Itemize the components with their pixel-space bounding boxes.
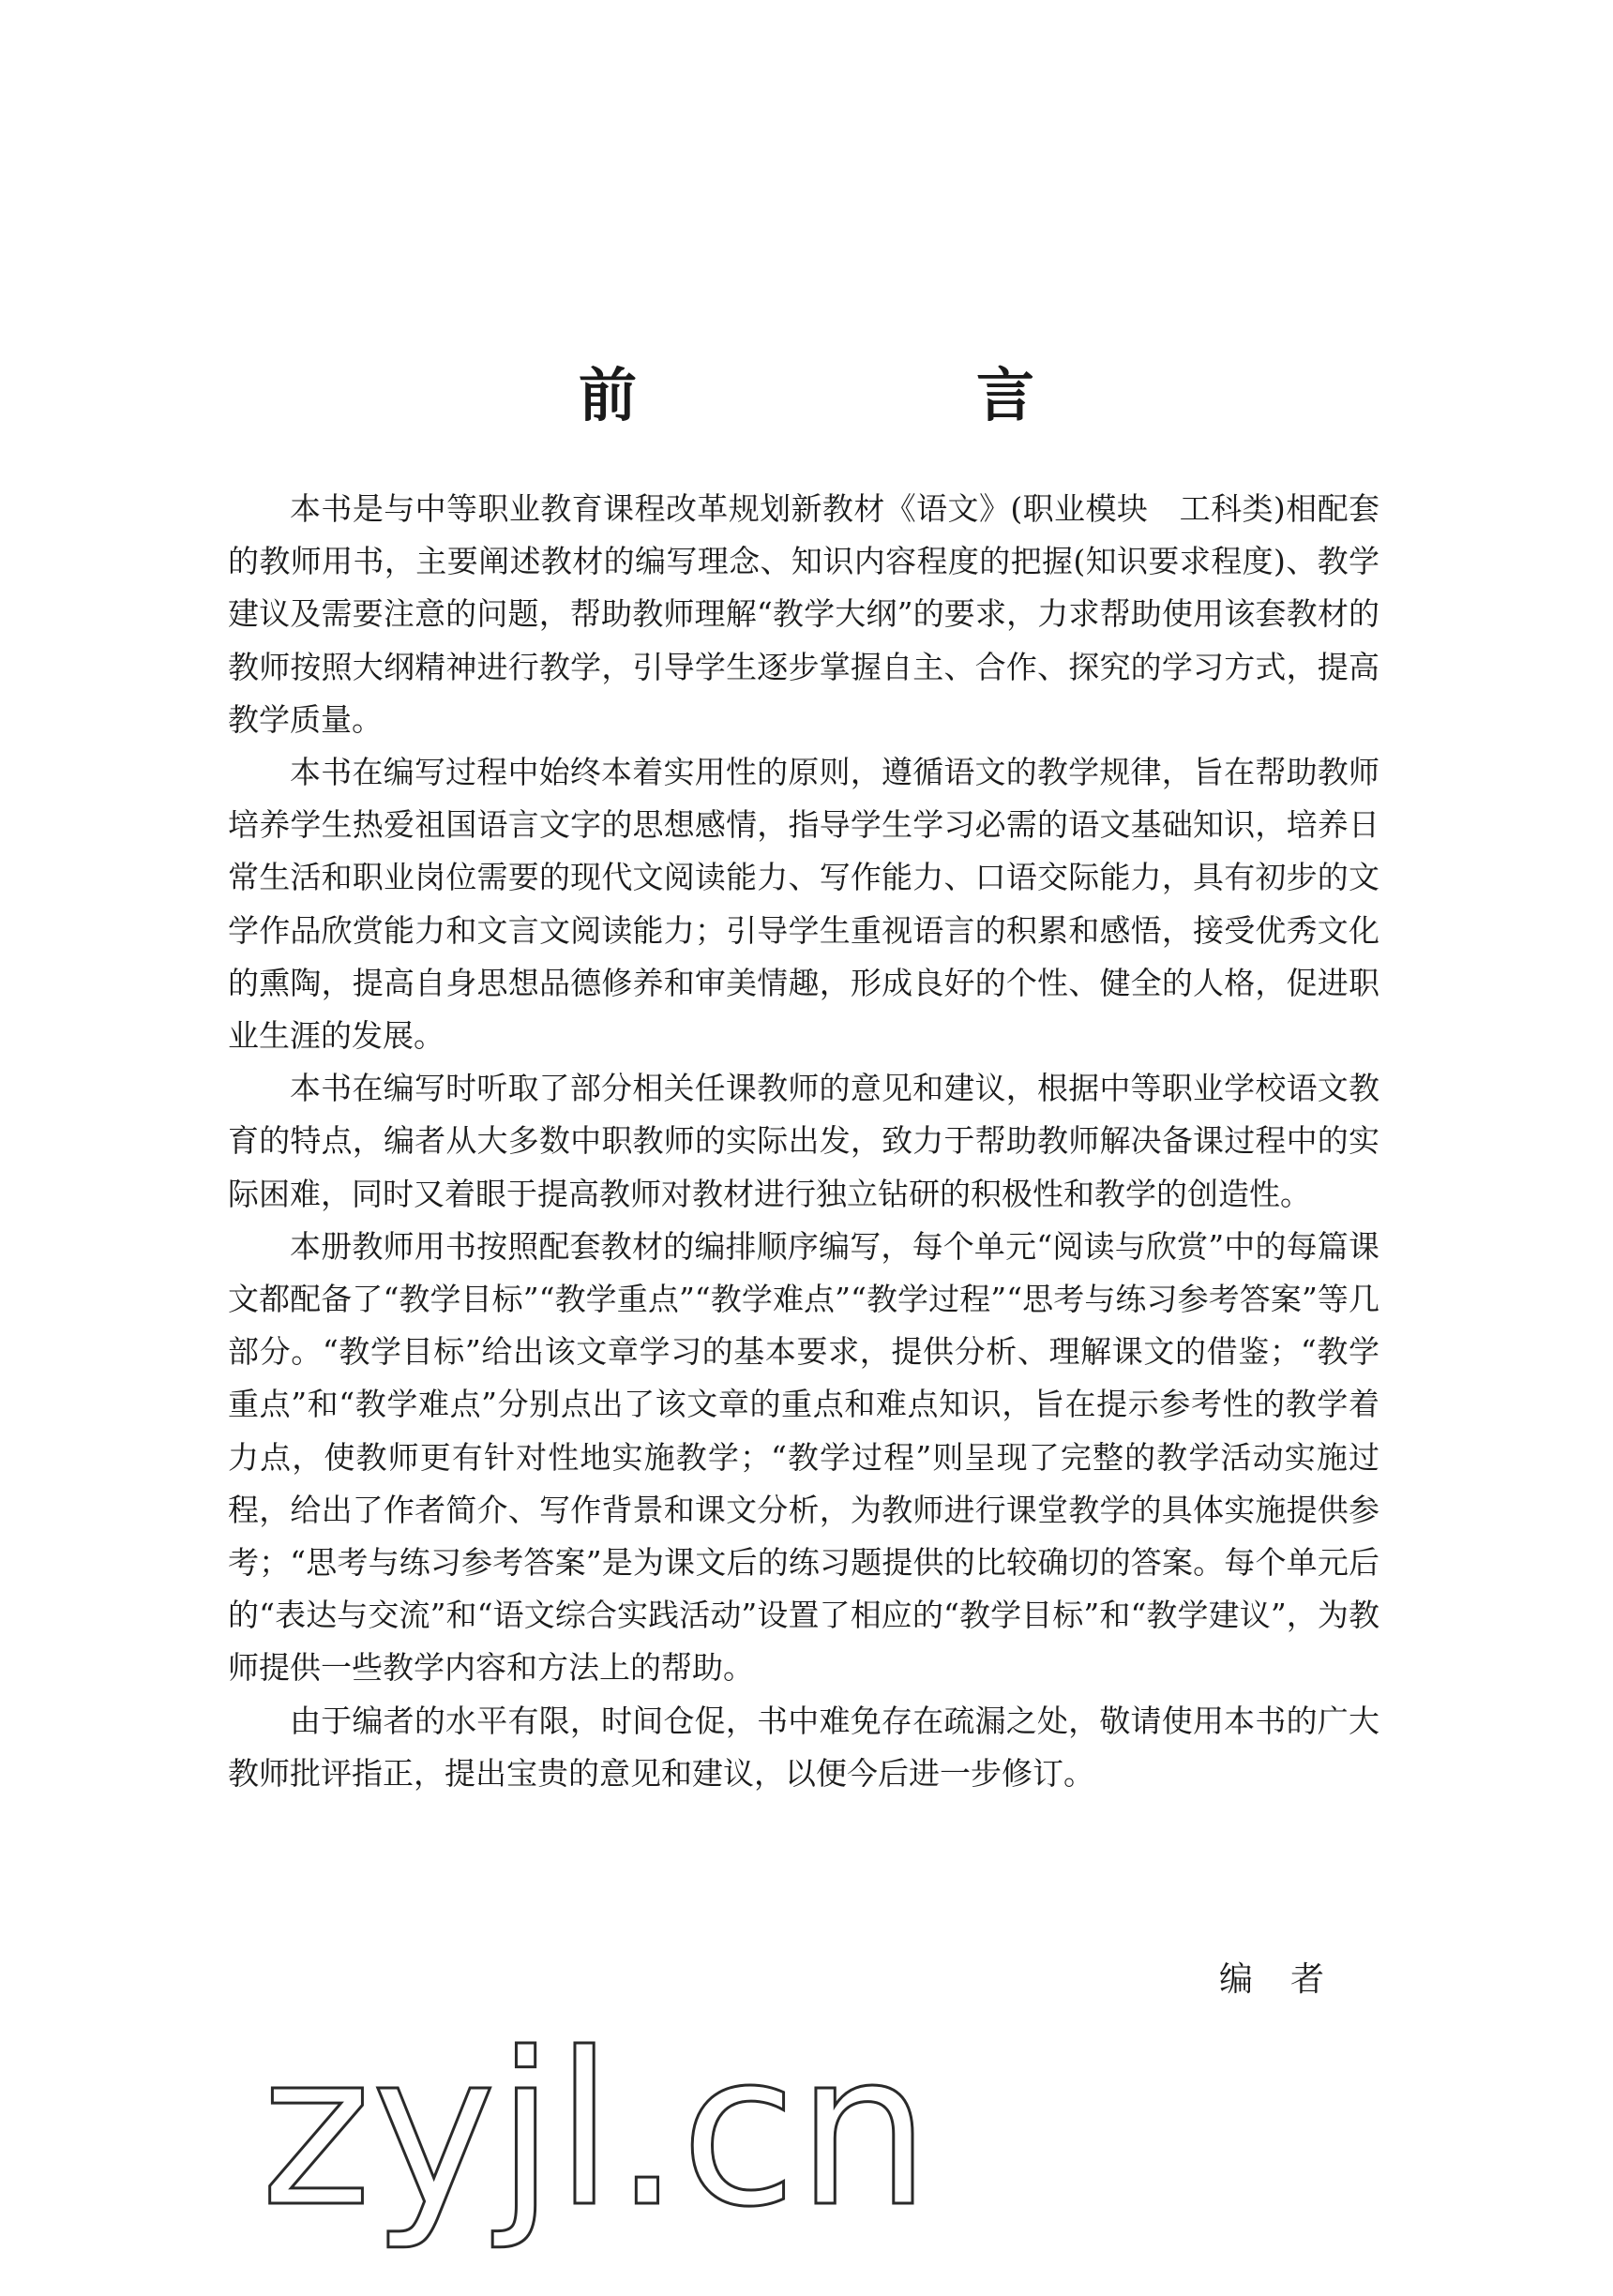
watermark-logo xyxy=(261,2025,1105,2250)
paragraph: 本书是与中等职业教育课程改革规划新教材《语文》(职业模块 工科类)相配套的教师用书，主要阐述教材的编写理念、知识内容程度的把握(知识要求程度)、教学建议及需要注意的问题，帮助教师理解“教学大纲”的要求，力求帮助使用该套教材的教师按照大纲精神进行教学，引导学生逐步掌握自主、合作、探究的学习方式，提高教学质量。 xyxy=(228,490,1379,738)
watermark-text: zyjl.cn xyxy=(261,2025,931,2250)
paragraph: 本书在编写时听取了部分相关任课教师的意见和建议，根据中等职业学校语文教育的特点，编者从大多数中职教师的实际出发，致力于帮助教师解决备课过程中的实际困难，同时又着眼于提高教师对教材进行独立钻研的积极性和教学的创造性。 xyxy=(228,1070,1379,1212)
paragraph: 本册教师用书按照配套教材的编排顺序编写，每个单元“阅读与欣赏”中的每篇课文都配备了“教学目标”“教学重点”“教学难点”“教学过程”“思考与练习参考答案”等几部分。“教学目标”给出该文章学习的基本要求，提供分析、理解课文的借鉴；“教学重点”和“教学难点”分别点出了该文章的重点和难点知识，旨在提示参考性的教学着力点，使教师更有针对性地实施教学；“教学过程”则呈现了完整的教学活动实施过程，给出了作者简介、写作背景和课文分析，为教师进行课堂教学的具体实施提供参考；“思考与练习参考答案”是为课文后的练习题提供的比较确切的答案。每个单元后的“表达与交流”和“语文综合实践活动”设置了相应的“教学目标”和“教学建议”，为教师提供一些教学内容和方法上的帮助。 xyxy=(228,1227,1379,1687)
paragraph: 由于编者的水平有限，时间仓促，书中难免存在疏漏之处，敬请使用本书的广大教师批评指正，提出宝贵的意见和建议，以便今后进一步修订。 xyxy=(228,1702,1379,1792)
author-signature: 编者 xyxy=(1219,1960,1363,1999)
paragraph: 本书在编写过程中始终本着实用性的原则，遵循语文的教学规律，旨在帮助教师培养学生热爱祖国语言文字的思想感情，指导学生学习必需的语文基础知识，培养日常生活和职业岗位需要的现代文阅读能力、写作能力、口语交际能力，具有初步的文学作品欣赏能力和文言文阅读能力；引导学生重视语言的积累和感悟，接受优秀文化的熏陶，提高自身思想品德修养和审美情趣，形成良好的个性、健全的人格，促进职业生涯的发展。 xyxy=(228,754,1379,1055)
page-title: 前 言 xyxy=(578,360,1175,429)
preface-body xyxy=(228,483,1379,1800)
